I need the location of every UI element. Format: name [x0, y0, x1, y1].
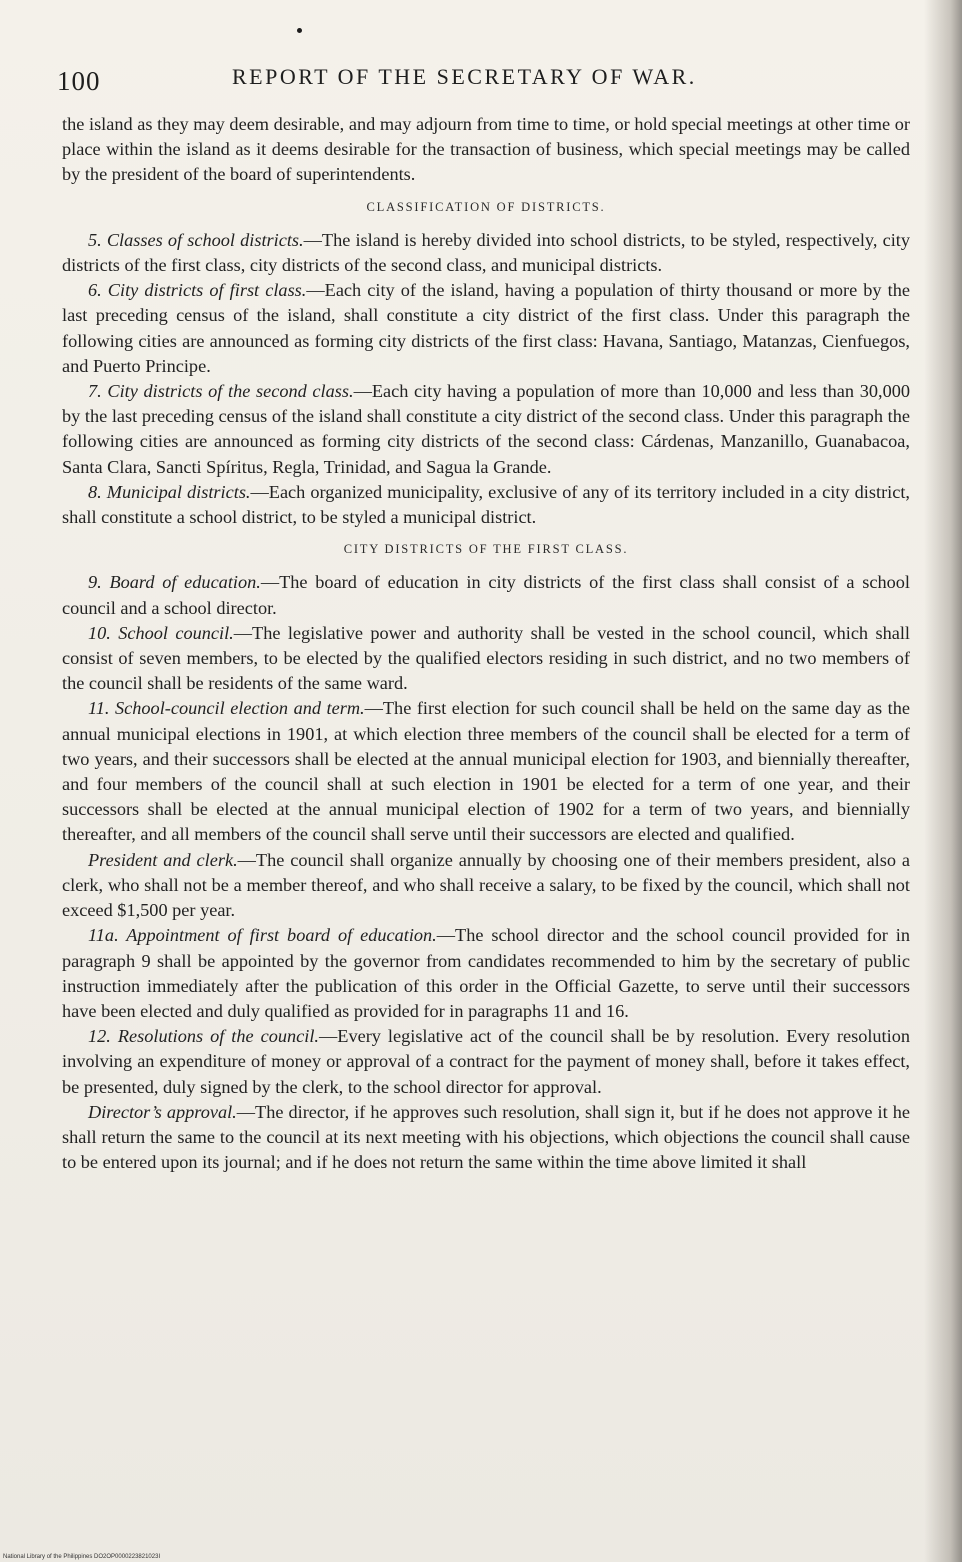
page-header — [57, 60, 917, 100]
paragraph-president-clerk — [62, 848, 910, 924]
paragraph-9-caption: 9. Board of education. — [88, 572, 261, 593]
paragraph-5-caption: 5. Classes of school districts. — [88, 229, 304, 250]
paragraph-president-clerk-text: —The council shall organize annually by choosing one of their members president, also a clerk, who shall not be a member thereof, and who shall receive a salary, to be fixed by the council, which shall not exceed $1,500 per year. — [62, 849, 910, 921]
page-edge-shadow — [924, 0, 962, 1562]
paragraph-6-caption: 6. City districts of first class. — [88, 280, 307, 301]
paragraph-6-text: —Each city of the island, having a population of thirty thousand or more by the last preceding census of the island, shall constitute a city district of the first class. Under this paragraph the following cities are announced as forming city districts of the first class: Havana, Santiago, Matanzas, Cienfuegos, and Puerto Principe. — [62, 280, 910, 376]
section-heading-first-class: CITY DISTRICTS OF THE FIRST CLASS. — [343, 542, 629, 557]
page-number: 100 — [57, 66, 101, 96]
paragraph-9-text: —The board of education in city districts of the first class shall consist of a school council and a school director. — [62, 572, 911, 618]
paragraph-director-approval-text: —The director, if he approves such resolution, shall sign it, but if he does not approve it he shall return the same to the council at its next meeting with his objections, which objections the council shall cause to be entered upon its journal; and if he does not return the same within the time above limited it shall — [62, 1101, 910, 1173]
paragraph-7-caption: 7. City districts of the second class. — [88, 381, 354, 402]
paragraph-president-clerk-caption: President and clerk. — [88, 849, 238, 870]
paragraph-10 — [62, 621, 910, 697]
paragraph-12-caption: 12. Resolutions of the council. — [88, 1026, 319, 1047]
paragraph-11-text: —The first election for such council shall be held on the same day as the annual municipal elections in 1901, at which election three members of the council shall be elected for a term of two years, and their successors shall be elected at the annual municipal election for 1903, and biennially thereafter, and four members of the council shall at such election in 1901 be elected for a term of one year, and their successors shall be elected at the annual municipal election of 1902 for a term of two years, and biennially thereafter, and all members of the council shall serve until their successors are elected and qualified. — [62, 698, 910, 845]
paragraph-7 — [62, 379, 910, 480]
paragraph-5-text: —The island is hereby divided into school districts, to be styled, respectively, city districts of the first class, city districts of the second class, and municipal districts. — [62, 229, 911, 276]
paragraph-10-text: —The legislative power and authority shall be vested in the school council, which shall consist of seven members, to be elected by the qualified electors residing in such district, and no two members of the council shall be residents of the same ward. — [62, 622, 910, 694]
paragraph-12-text: —Every legislative act of the council shall be by resolution. Every resolution involving an expenditure of money or approval of a contract for the payment of money shall, before it takes effect, be presented, duly signed by the clerk, to the school director for approval. — [62, 1026, 910, 1097]
running-title: REPORT OF THE SECRETARY OF WAR. — [232, 64, 697, 89]
paragraph-10-caption: 10. School council. — [88, 622, 234, 643]
paragraph-9 — [62, 570, 910, 620]
paragraph-11 — [62, 696, 910, 847]
page-body — [62, 112, 910, 1175]
paragraph-8-text: —Each organized municipality, exclusive of any of its territory included in a city district, shall constitute a school district, to be styled a municipal district. — [62, 481, 910, 528]
paragraph-8-caption: 8. Municipal districts. — [88, 481, 251, 502]
paragraph-director-approval-caption: Director’s approval. — [88, 1101, 237, 1122]
paragraph-intro: the island as they may deem desirable, and may adjourn from time to time, or hold special meetings at other time or place within the island as it deems desirable for the transaction of business, which special meetings may be called by the president of the board of superintendents. — [62, 114, 910, 185]
section-heading-classification: CLASSIFICATION OF DISTRICTS. — [366, 199, 606, 214]
scan-footer-note: National Library of the Philippines DO2OP0000223821023I — [3, 1554, 161, 1560]
paragraph-7-text: —Each city having a population of more than 10,000 and less than 30,000 by the last preceding census of the island shall constitute a city district of the second class. Under this paragraph the following cities are announced as forming city districts of the second class: Cárdenas, Manzanillo, Guanabacoa, Santa Clara, Sancti Spíritus, Regla, Trinidad, and Sagua la Grande. — [62, 381, 910, 477]
paragraph-11a-caption: 11a. Appointment of first board of education. — [88, 925, 437, 946]
paragraph-12 — [62, 1024, 910, 1100]
paragraph-director-approval — [62, 1100, 910, 1176]
paragraph-8 — [62, 480, 910, 530]
paragraph-6 — [62, 278, 910, 379]
ink-speck — [297, 28, 302, 33]
paragraph-11a-text: —The school director and the school council provided for in paragraph 9 shall be appointed by the governor from candidates recommended to him by the secretary of public instruction immediately after the publication of this order in the Official Gazette, to serve until their successors have been elected and duly qualified as provided for in paragraphs 11 and 16. — [62, 925, 910, 1021]
paragraph-11-caption: 11. School-council election and term. — [88, 698, 365, 719]
paragraph-5 — [62, 228, 910, 278]
paragraph-11a — [62, 923, 910, 1024]
